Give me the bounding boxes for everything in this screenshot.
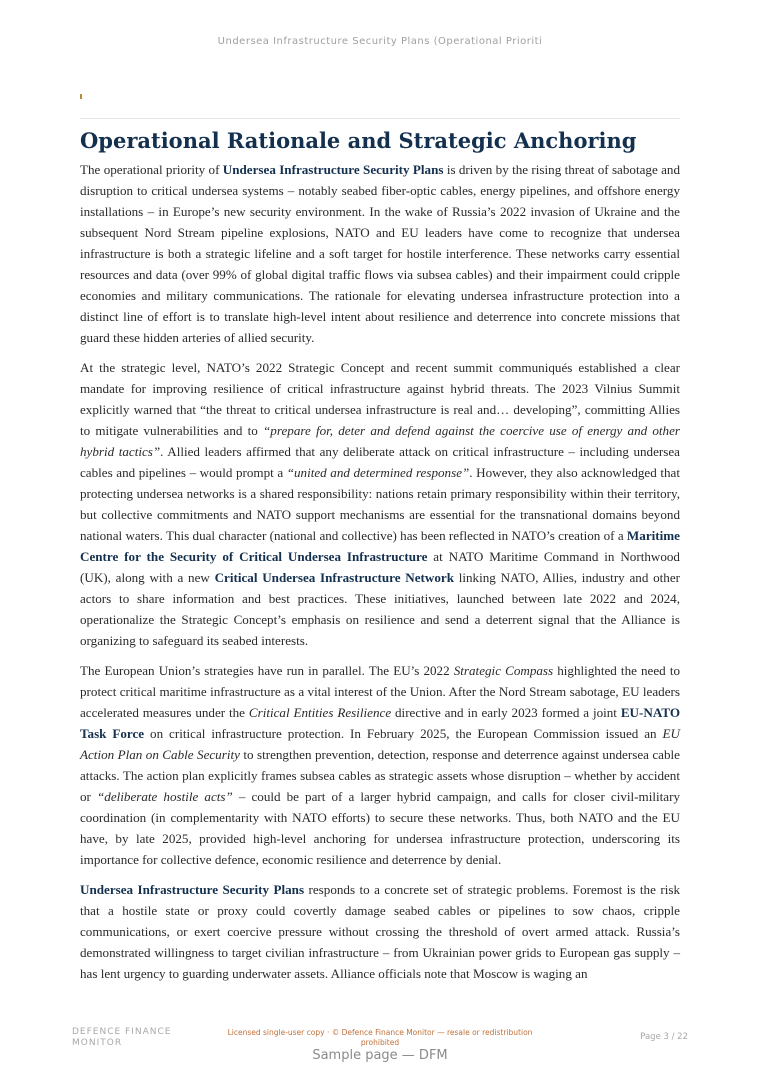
paragraph-text: The operational priority of — [80, 162, 223, 177]
paragraph-3 — [80, 660, 680, 870]
italic-term: Critical Entities Resilience — [248, 705, 392, 720]
footer-brand: DEFENCE FINANCE MONITOR — [72, 1027, 172, 1048]
paragraph-text: At the strategic level, NATO’s 2022 Strategic Concept and recent summit communiqués established a clear mandate for improving resilience of critical infrastructure against hybrid threats. The 2023 Vilnius Summit explicitly warned that “the threat to critical undersea infrastructure is real and… developing”, committing Allies to mitigate vulnerabilities and to — [80, 360, 680, 438]
paragraph-text: responds to a concrete set of strategic problems. Foremost is the risk that a hostile state or proxy could covertly damage seabed cables or pipelines to sow chaos, cripple communications, or exert coercive pressure without crossing the threshold of overt armed attack. Russia’s demonstrated willingness to target civilian infrastructure – from Ukrainian power grids to European gas supply – has lent urgency to guarding underwater assets. Alliance officials note that Moscow is waging an — [80, 882, 680, 981]
bold-term: Undersea Infrastructure Security Plans — [80, 882, 305, 897]
paragraph-text: on critical infrastructure protection. In February 2025, the European Commission issued an — [144, 726, 663, 741]
paragraph-text: is driven by the rising threat of sabotage and disruption to critical undersea systems – notably seabed fiber-optic cables, energy pipelines, and offshore energy installations – in Europe’s new security environment. In the wake of Russia’s 2022 invasion of Ukraine and the subsequent Nord Stream pipeline explosions, NATO and EU leaders have come to recognize that undersea infrastructure is both a strategic lifeline and a soft target for hostile interference. These networks carry essential resources and data (over 99% of global digital traffic flows via subsea cables) and their impairment could cripple economies and military communications. The rationale for elevating undersea infrastructure protection into a distinct line of effort is to translate high-level intent about resilience and deterrence into concrete missions that guard these hidden arteries of allied security. — [80, 162, 681, 345]
italic-term: EU Action Plan on Cable Security — [80, 726, 680, 762]
section-heading: Operational Rationale and Strategic Anchoring — [80, 128, 637, 153]
paragraph-text: at NATO Maritime Command in Northwood (UK), along with a new — [80, 549, 680, 585]
paragraph-text: to strengthen prevention, detection, response and deterrence against undersea cable attacks. The action plan explicitly frames subsea cables as strategic assets whose disruption – whether by accident or — [80, 747, 680, 804]
paragraph-text: linking NATO, Allies, industry and other actors to share information and best practices. These initiatives, launched between late 2022 and 2024, operationalize the Strategic Concept’s emphasis on resilience and send a deterrent signal that the Alliance is organizing to safeguard its seabed interests. — [80, 570, 681, 648]
italic-term: Strategic Compass — [453, 663, 554, 678]
paragraph-1 — [80, 159, 680, 348]
section-marker — [80, 94, 82, 99]
license-notice: Licensed single-user copy · © Defence Finance Monitor — resale or redistribution prohibited — [227, 1028, 533, 1047]
bold-term: Maritime Centre for the Security of Critical Undersea Infrastructure — [80, 528, 680, 564]
paragraph-text: – could be part of a larger hybrid campaign, and calls for closer civil-military coordination (in complementarity with NATO efforts) to secure these networks. Thus, both NATO and the EU have, by late 2025, provided high-level anchoring for undersea infrastructure protection, underscoring its importance for collective defence, economic resilience and deterrence by denial. — [80, 789, 680, 867]
italic-quote: “united and determined response” — [286, 465, 470, 480]
paragraph-text: directive and in early 2023 formed a joint — [391, 705, 621, 720]
article-body — [80, 159, 680, 984]
italic-quote: “prepare for, deter and defend against the coercive use of energy and other hybrid tactics” — [80, 423, 680, 459]
sample-page-label: Sample page — DFM — [312, 1048, 448, 1063]
paragraph-text: . Allied leaders affirmed that any deliberate attack on critical infrastructure – including undersea cables and pipelines – would prompt a — [80, 444, 680, 480]
bold-term: Undersea Infrastructure Security Plans — [222, 162, 444, 177]
bold-term: Critical Undersea Infrastructure Network — [214, 570, 454, 585]
paragraph-text: highlighted the need to protect critical maritime infrastructure as a vital interest of the Union. After the Nord Stream sabotage, EU leaders accelerated measures under the — [80, 663, 680, 720]
bold-term: EU-NATO Task Force — [80, 705, 680, 741]
paragraph-2 — [80, 357, 680, 651]
paragraph-text: . However, they also acknowledged that protecting undersea networks is a shared responsibility: nations retain primary responsibility within their territory, but collective commitments and NATO support mechanisms are essential for the transnational domains beyond national waters. This dual character (national and collective) has been reflected in NATO’s creation of a — [80, 465, 680, 543]
page-number: Page 3 / 22 — [640, 1032, 688, 1042]
running-header: Undersea Infrastructure Security Plans (Operational Prioriti — [217, 36, 543, 47]
header-divider — [80, 118, 680, 119]
paragraph-4 — [80, 879, 680, 984]
italic-quote: “deliberate hostile acts” — [96, 789, 233, 804]
paragraph-text: The European Union’s strategies have run in parallel. The EU’s 2022 — [80, 663, 454, 678]
